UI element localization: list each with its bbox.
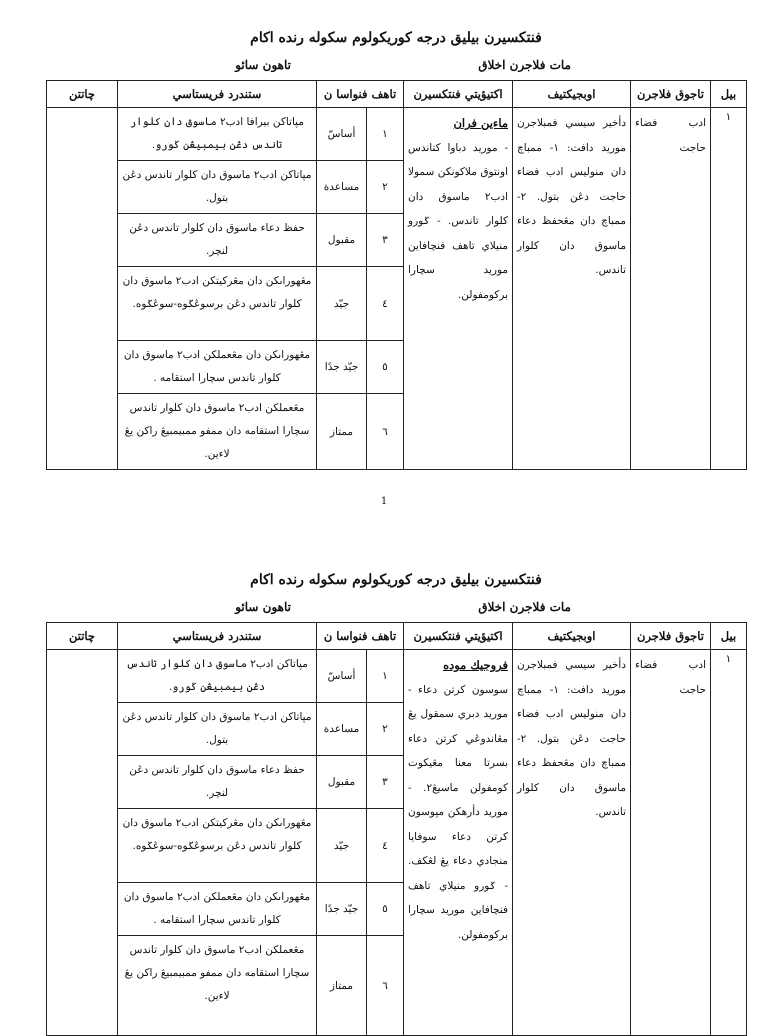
level-descriptor: حفظ دعاء ماسوق دان كلوار تاندس دڠن لنچر.	[118, 214, 317, 267]
level-number: ٦	[367, 394, 404, 470]
level-descriptor: مڽاتاكن ادب٢ ماسوق دان كلوار تاندس دڠن بيمبيڠن ݢورو.	[118, 650, 317, 703]
header-level: تاهف فنواسا ن	[317, 623, 404, 650]
level-name: مساعدة	[317, 703, 367, 756]
document-title: فنتكسيرن بيليق درجه كوريكولوم سكوله رنده اكام	[250, 30, 542, 46]
level-descriptor: مڽاتاكن بيرافا ادب٢ ماسوق دان كلوار تاندس دڠن بيمبيڠن ݢورو.	[118, 108, 317, 161]
level-number: ٣	[367, 214, 404, 267]
header-topic: تاجوق فلاجرن	[631, 623, 711, 650]
header-row	[47, 623, 747, 650]
header-notes: چاتتن	[47, 81, 118, 108]
level-number: ٢	[367, 703, 404, 756]
level-name: مقبول	[317, 756, 367, 809]
level-name: أساسّ	[317, 650, 367, 703]
level-number: ١	[367, 108, 404, 161]
level-number: ٤	[367, 267, 404, 341]
level-number: ٦	[367, 936, 404, 1036]
level-descriptor: مڠهوراىكن دان مڠركيتكن ادب٢ ماسوق دان كلوار تاندس دڠن برسوڠݢوه-سوڠݢوه.	[118, 809, 317, 883]
header-topic: تاجوق فلاجرن	[631, 81, 711, 108]
rubric-table	[46, 622, 747, 1036]
level-name: جيّد	[317, 809, 367, 883]
header-strategy: اكتيؤيتي فنتكسيرن	[404, 81, 513, 108]
level-name: جيّد	[317, 267, 367, 341]
level-number: ٢	[367, 161, 404, 214]
rubric-table	[46, 80, 747, 470]
level-number: ٥	[367, 883, 404, 936]
header-notes: چاتتن	[47, 623, 118, 650]
header-objective: اوبجيكتيف	[513, 623, 631, 650]
header-week: بيل	[711, 623, 747, 650]
objective-cell: دأخير سيسي فمبلاجرن موريد دافت: ١- ممباچ دان منوليس ادب فضاء حاجت دڠن بتول. ٢- ممباچ دان مڠحفظ دعاء ماسوق دان كلوار تاندس.	[513, 650, 631, 1036]
level-name: جيّد جدًا	[317, 883, 367, 936]
objective-cell: دأخير سيسي فمبلاجرن موريد دافت: ١- ممباچ دان منوليس ادب فضاء حاجت دڠن بتول. ٢- ممباچ دان مڠحفظ دعاء ماسوق دان كلوار تاندس.	[513, 108, 631, 470]
level-number: ٣	[367, 756, 404, 809]
notes-cell	[47, 650, 118, 1036]
header-row	[47, 81, 747, 108]
level-name: مساعدة	[317, 161, 367, 214]
strategy-cell	[404, 650, 513, 1036]
level-descriptor: مڠهوراىكن دان مڠعملكن ادب٢ ماسوق دان كلوار تاندس سچارا استقامه .	[118, 341, 317, 394]
header-week: بيل	[711, 81, 747, 108]
subject-label: مات فلاجرن اخلاق	[478, 600, 571, 614]
strategy-title: ماءين فران	[453, 116, 508, 130]
level-descriptor: مڽاتاكن ادب٢ ماسوق دان كلوار تاندس دڠن بتول.	[118, 703, 317, 756]
level-name: أساسّ	[317, 108, 367, 161]
page-2	[46, 540, 746, 1024]
level-number: ٤	[367, 809, 404, 883]
level-name: مقبول	[317, 214, 367, 267]
header-strategy: اكتيؤيتي فنتكسيرن	[404, 623, 513, 650]
week-cell: ١	[711, 650, 747, 1036]
header-objective: اوبجيكتيف	[513, 81, 631, 108]
header-standard: ستندرد فريستاسي	[118, 81, 317, 108]
strategy-text: سوسون كرتن دعاء - موريد دبري سمقول يڠ مڠاندوڠي كرتن دعاء بسرتا معنا مڠيكوت كومفولن ماسيڠ٢. - موريد دأرهكن مڽوسون كرتن دعاء سوفايا منجادي دعاء يڠ لڠكف. - ݢورو منيلاي تاهف فنچافاين موريد سچارا بركومفولن.	[408, 683, 508, 941]
level-descriptor: مڠعملكن ادب٢ ماسوق دان كلوار تاندس سچارا استقامه دان ممفو ممبيمبيڠ راكن يڠ لاءين.	[118, 936, 317, 1036]
form-label: تاهون سائو	[235, 600, 291, 614]
notes-cell	[47, 108, 118, 470]
level-descriptor: مڠعملكن ادب٢ ماسوق دان كلوار تاندس سچارا استقامه دان ممفو ممبيمبيڠ راكن يڠ لاءين.	[118, 394, 317, 470]
strategy-cell	[404, 108, 513, 470]
table-row	[47, 108, 747, 161]
page-number: 1	[380, 496, 388, 507]
strategy-text: - موريد دباوا كتاندس اونتوق ملاكونكن سمولا ادب٢ ماسوق دان كلوار تاندس. - ݢورو منيلاي تاهف فنچافاين موريد سچارا بركومفولن.	[408, 141, 508, 301]
level-name: ممتاز	[317, 394, 367, 470]
level-number: ٥	[367, 341, 404, 394]
level-descriptor: مڽاتاكن ادب٢ ماسوق دان كلوار تاندس دڠن بتول.	[118, 161, 317, 214]
strategy-title: فروجيك موده	[443, 658, 508, 672]
header-standard: ستندرد فريستاسي	[118, 623, 317, 650]
topic-cell: ادب فضاء حاجت	[631, 108, 711, 470]
level-name: جيّد جدًا	[317, 341, 367, 394]
level-descriptor: مڠهوراىكن دان مڠعملكن ادب٢ ماسوق دان كلوار تاندس سچارا استقامه .	[118, 883, 317, 936]
table-row	[47, 650, 747, 703]
form-label: تاهون سائو	[235, 58, 291, 72]
level-name: ممتاز	[317, 936, 367, 1036]
header-level: تاهف فنواسا ن	[317, 81, 404, 108]
topic-cell: ادب فضاء حاجت	[631, 650, 711, 1036]
week-cell: ١	[711, 108, 747, 470]
level-descriptor: مڠهوراىكن دان مڠركيتكن ادب٢ ماسوق دان كلوار تاندس دڠن برسوڠݢوه-سوڠݢوه.	[118, 267, 317, 341]
level-number: ١	[367, 650, 404, 703]
page-1	[46, 0, 746, 470]
document-title: فنتكسيرن بيليق درجه كوريكولوم سكوله رنده اكام	[250, 572, 542, 588]
level-descriptor: حفظ دعاء ماسوق دان كلوار تاندس دڠن لنچر.	[118, 756, 317, 809]
subject-label: مات فلاجرن اخلاق	[478, 58, 571, 72]
